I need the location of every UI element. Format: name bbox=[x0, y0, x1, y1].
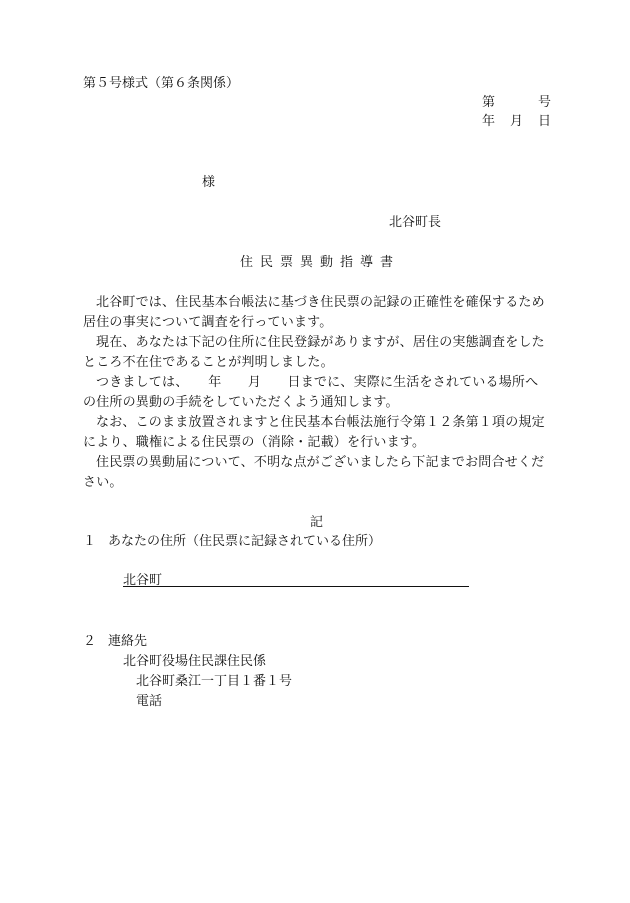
contact-office: 北谷町役場住民課住民係 bbox=[123, 654, 267, 669]
body-paragraph: つきましては、 年 月 日までに、実際に生活をされている場所への住所の異動の手続をしていただくよう通知します。 bbox=[83, 375, 539, 410]
body-paragraph: 北谷町では、住民基本台帳法に基づき住民票の記録の正確性を確保するため居住の事実について調査を行っています。 bbox=[83, 295, 545, 330]
document-title: 住民票異動指導書 bbox=[240, 255, 401, 270]
date-year: 年 bbox=[482, 114, 496, 129]
doc-number-dai: 第 bbox=[482, 95, 496, 110]
form-number: 第５号様式（第６条関係） bbox=[83, 76, 240, 91]
address-underline bbox=[123, 586, 469, 587]
item1-number: １ bbox=[83, 534, 97, 549]
ki-heading: 記 bbox=[310, 515, 324, 530]
body-paragraph: 現在、あなたは下記の住所に住民登録がありますが、居住の実態調査をしたところ不在住であることが判明しました。 bbox=[83, 335, 545, 370]
issuer: 北谷町長 bbox=[389, 215, 442, 230]
contact-address: 北谷町桑江一丁目１番１号 bbox=[136, 674, 293, 689]
doc-number-go: 号 bbox=[538, 95, 552, 110]
addressee-suffix: 様 bbox=[202, 175, 216, 190]
item2-number: ２ bbox=[83, 634, 97, 649]
body-paragraph: 住民票の異動届について、不明な点がございましたら下記までお問合せください。 bbox=[83, 455, 545, 490]
date-day: 日 bbox=[538, 114, 552, 129]
body-text bbox=[83, 293, 551, 493]
date-month: 月 bbox=[510, 114, 524, 129]
body-paragraph: なお、このまま放置されますと住民基本台帳法施行令第１２条第１項の規定により、職権による住民票の（消除・記載）を行います。 bbox=[83, 415, 545, 450]
item1-label: あなたの住所（住民票に記録されている住所） bbox=[108, 534, 382, 549]
address-prefix: 北谷町 bbox=[123, 573, 163, 588]
item2-label: 連絡先 bbox=[108, 634, 148, 649]
contact-phone-label: 電話 bbox=[136, 694, 163, 709]
